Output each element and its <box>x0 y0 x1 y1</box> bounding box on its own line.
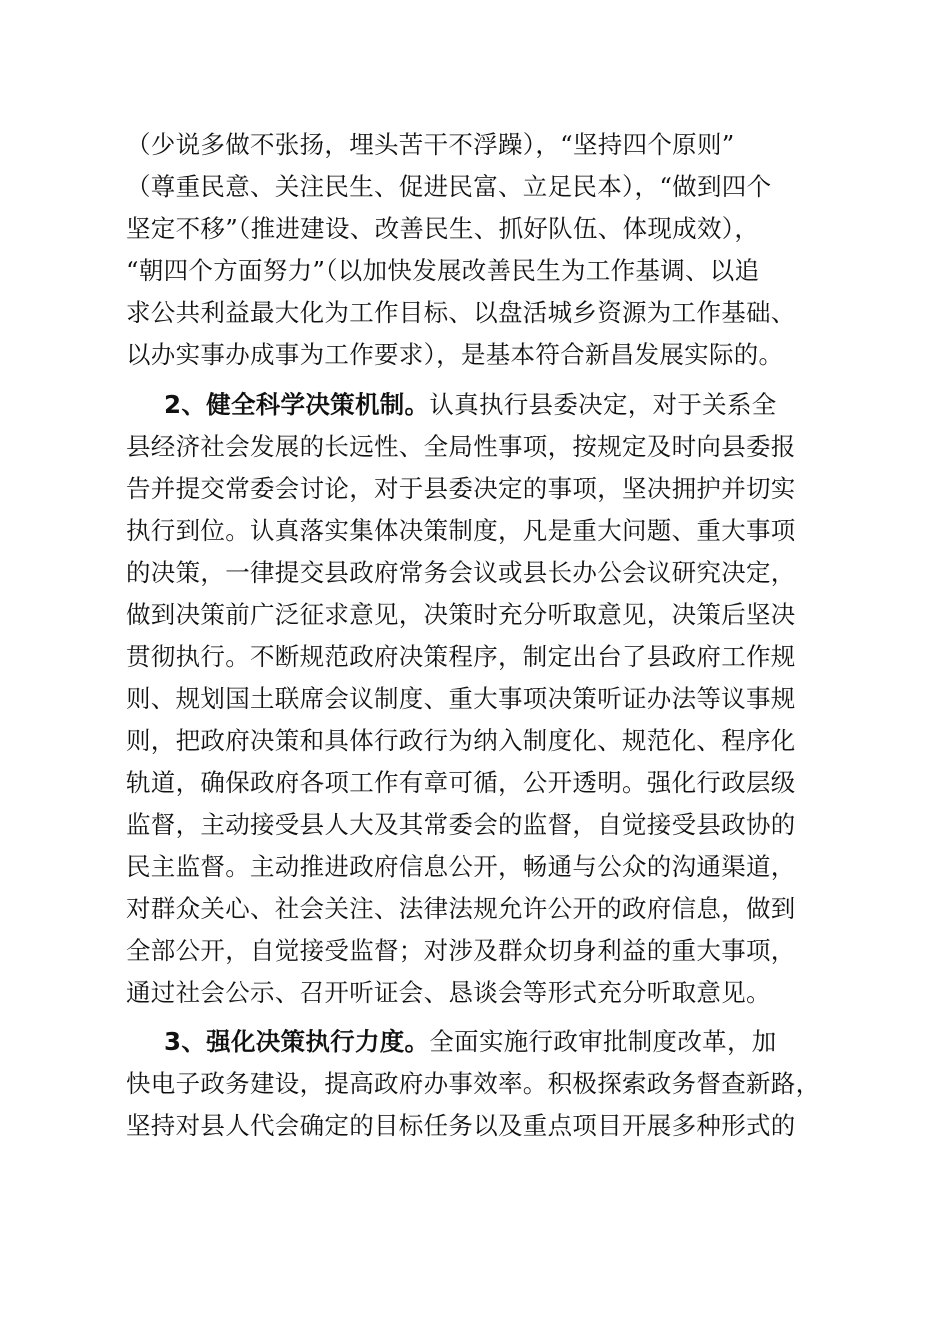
text-line: 对群众关心、社会关注、法律法规允许公开的政府信息，做到 <box>126 894 796 923</box>
section-3-first-line <box>164 1022 826 1062</box>
text-line: 坚持对县人代会确定的目标任务以及重点项目开展多种形式的 <box>126 1111 796 1140</box>
text-line: “朝四个方面努力”（以加快发展改善民生为工作基调、以追 <box>126 256 760 285</box>
text-line: 通过社会公示、召开听证会、恳谈会等形式充分听取意见。 <box>126 978 771 1007</box>
section-3-first-line-text: 全面实施行政审批制度改革，加 <box>429 1027 777 1056</box>
text-line: 贯彻执行。不断规范政府决策程序，制定出台了县政府工作规 <box>126 642 796 671</box>
text-line: 执行到位。认真落实集体决策制度，凡是重大问题、重大事项 <box>126 516 796 545</box>
text-line: （尊重民意、关注民生、促进民富、立足民本），“做到四个 <box>126 172 772 201</box>
text-line: 的决策，一律提交县政府常务会议或县长办公会议研究决定， <box>126 558 796 587</box>
text-line: （少说多做不张扬，埋头苦干不浮躁），“坚持四个原则” <box>126 130 735 159</box>
text-line: 告并提交常委会讨论，对于县委决定的事项，坚决拥护并切实 <box>126 474 796 503</box>
text-line: 全部公开，自觉接受监督；对涉及群众切身利益的重大事项， <box>126 936 796 965</box>
section-3-heading: 3、强化决策执行力度。 <box>164 1027 430 1056</box>
section-2-first-line <box>164 385 826 425</box>
text-line: 监督，主动接受县人大及其常委会的监督，自觉接受县政协的 <box>126 810 796 839</box>
text-line: 民主监督。主动推进政府信息公开，畅通与公众的沟通渠道， <box>126 852 796 881</box>
text-line: 县经济社会发展的长远性、全局性事项，按规定及时向县委报 <box>126 432 796 461</box>
text-line: 则，把政府决策和具体行政行为纳入制度化、规范化、程序化 <box>126 726 796 755</box>
text-line: 做到决策前广泛征求意见，决策时充分听取意见，决策后坚决 <box>126 600 796 629</box>
text-line: 以办实事办成事为工作要求），是基本符合新昌发展实际的。 <box>126 340 784 369</box>
section-2-first-line-text: 认真执行县委决定，对于关系全 <box>429 390 777 419</box>
text-line: 坚定不移”（推进建设、改善民生、抓好队伍、体现成效）， <box>126 214 760 243</box>
text-line: 轨道，确保政府各项工作有章可循，公开透明。强化行政层级 <box>126 768 796 797</box>
text-line: 则、规划国土联席会议制度、重大事项决策听证办法等议事规 <box>126 684 796 713</box>
text-line: 求公共利益最大化为工作目标、以盘活城乡资源为工作基础、 <box>126 298 796 327</box>
text-line: 快电子政务建设，提高政府办事效率。积极探索政务督查新路， <box>126 1069 821 1098</box>
section-2-heading: 2、健全科学决策机制。 <box>164 390 430 419</box>
